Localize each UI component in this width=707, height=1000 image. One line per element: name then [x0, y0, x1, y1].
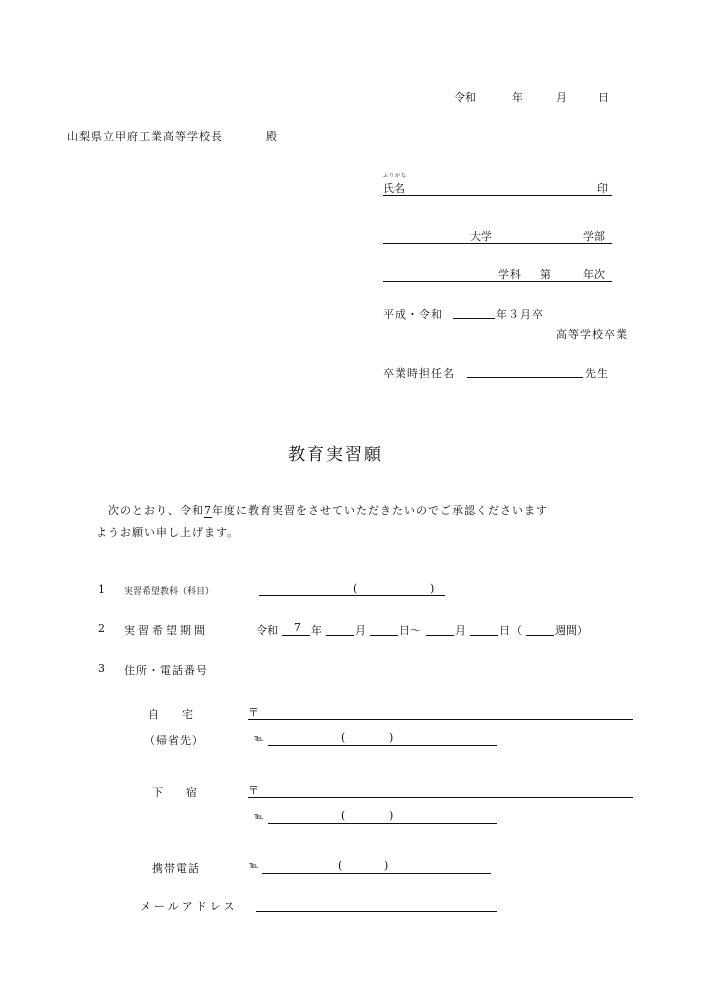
- home-tel-paren-close: ): [389, 731, 394, 744]
- mobile-tel-paren-close: ): [384, 859, 389, 872]
- graduation-era: 平成・令和: [383, 308, 443, 321]
- grade-suffix: 年次: [583, 268, 605, 281]
- home-sub-label: （帰省先）: [144, 734, 204, 747]
- date-day: 日: [598, 91, 609, 104]
- period-day-line[interactable]: [370, 635, 398, 636]
- lodging-tel-line[interactable]: [268, 823, 497, 824]
- item1-paren-close: ): [430, 582, 435, 595]
- lodging-tel-mark: ℡: [254, 812, 264, 822]
- graduated-school: 高等学校卒業: [556, 328, 628, 341]
- home-tel-paren-open: (: [341, 731, 346, 744]
- homeroom-line[interactable]: [467, 377, 583, 378]
- page-title: 教育実習願: [288, 445, 383, 465]
- university-line[interactable]: [383, 243, 612, 244]
- lodging-tel-paren-open: (: [341, 809, 346, 822]
- period-weeks-open: （: [511, 624, 522, 637]
- period-year-value: 7: [294, 621, 301, 634]
- period-year-line[interactable]: [282, 635, 310, 636]
- department-line[interactable]: [383, 281, 612, 282]
- home-tel-mark: ℡: [254, 734, 264, 744]
- body-year-value: 7: [204, 504, 212, 517]
- lodging-label: 下 宿: [152, 786, 203, 799]
- home-label: 自 宅: [148, 708, 199, 721]
- period-day-range: 日～: [399, 624, 421, 637]
- item1-paren-open: (: [353, 582, 358, 595]
- home-address-line[interactable]: [248, 719, 633, 720]
- mobile-tel-mark: ℡: [249, 861, 259, 871]
- email-label: メールアドレス: [140, 900, 238, 913]
- period-weeks-label: 週間）: [555, 624, 588, 637]
- period-weeks-line[interactable]: [526, 635, 554, 636]
- home-tel-line[interactable]: [268, 745, 497, 746]
- period-day2-label: 日: [499, 624, 510, 637]
- grade-prefix: 第: [540, 268, 551, 281]
- period-year-label: 年: [311, 624, 322, 637]
- item1-number: 1: [98, 583, 105, 596]
- name-furigana: ふりがな: [383, 173, 408, 179]
- period-day2-line[interactable]: [470, 635, 498, 636]
- date-era: 令和: [454, 91, 476, 104]
- name-label: 氏名: [383, 182, 405, 195]
- subject-line[interactable]: [259, 595, 445, 596]
- homeroom-label: 卒業時担任名: [383, 367, 455, 380]
- email-line[interactable]: [256, 911, 497, 912]
- item2-era: 令和: [256, 624, 278, 637]
- item2-number: 2: [98, 622, 105, 635]
- item2-label: 実習希望期間: [124, 624, 208, 637]
- period-month2-line[interactable]: [426, 635, 454, 636]
- item3-label: 住所・電話番号: [124, 664, 208, 677]
- body-line-2: ようお願い申し上げます。: [96, 526, 240, 539]
- lodging-tel-paren-close: ): [389, 809, 394, 822]
- item1-label: 実習希望教科（科目）: [124, 587, 215, 597]
- addressee-school: 山梨県立甲府工業高等学校長: [67, 130, 223, 143]
- name-seal: 印: [597, 182, 608, 195]
- period-month2-label: 月: [455, 624, 466, 637]
- date-year: 年: [512, 91, 523, 104]
- department-label: 学科: [498, 268, 522, 281]
- home-postal-mark: 〒: [248, 706, 259, 719]
- homeroom-suffix: 先生: [585, 367, 609, 380]
- mobile-label: 携帯電話: [152, 862, 200, 875]
- addressee-honorific: 殿: [266, 130, 277, 143]
- body-line-1: [96, 502, 548, 518]
- faculty-label: 学部: [583, 230, 605, 243]
- mobile-tel-line[interactable]: [262, 873, 491, 874]
- body-line-1-suffix: 年度に教育実習をさせていただきたいのでご承認くださいます: [212, 504, 548, 517]
- body-line-1-prefix: 次のとおり、令和: [108, 504, 204, 517]
- graduation-month: 年３月卒: [496, 308, 544, 321]
- period-month-line[interactable]: [326, 635, 354, 636]
- university-label: 大学: [470, 230, 492, 243]
- period-month-label: 月: [355, 624, 366, 637]
- date-month: 月: [556, 91, 567, 104]
- item3-number: 3: [98, 662, 105, 675]
- lodging-address-line[interactable]: [248, 797, 633, 798]
- lodging-postal-mark: 〒: [248, 784, 259, 797]
- name-line[interactable]: [383, 195, 612, 196]
- graduation-year-line[interactable]: [453, 318, 495, 319]
- mobile-tel-paren-open: (: [338, 859, 343, 872]
